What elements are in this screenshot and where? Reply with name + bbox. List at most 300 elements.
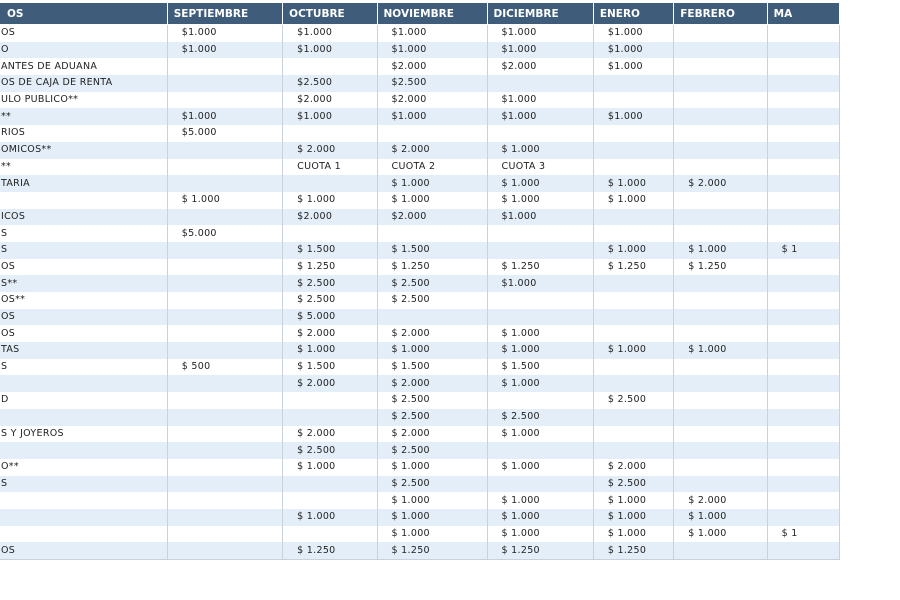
cell-octubre bbox=[283, 409, 377, 426]
cell-diciembre bbox=[487, 309, 593, 326]
cell-octubre: $ 1.000 bbox=[283, 509, 377, 526]
cell-category: O** bbox=[0, 459, 167, 476]
table-row bbox=[0, 359, 840, 376]
cell-marzo bbox=[767, 392, 839, 409]
cell-category: S bbox=[0, 225, 167, 242]
cell-octubre bbox=[283, 125, 377, 142]
cell-septiembre bbox=[167, 375, 282, 392]
cell-marzo bbox=[767, 42, 839, 59]
cell-octubre: $ 2.000 bbox=[283, 426, 377, 443]
table-row bbox=[0, 242, 840, 259]
cell-septiembre bbox=[167, 392, 282, 409]
cell-diciembre bbox=[487, 75, 593, 92]
table-row bbox=[0, 459, 840, 476]
cell-febrero bbox=[674, 108, 767, 125]
cell-diciembre: $1.000 bbox=[487, 25, 593, 42]
table-row bbox=[0, 442, 840, 459]
cell-diciembre: $ 1.000 bbox=[487, 342, 593, 359]
cell-febrero: $ 1.000 bbox=[674, 526, 767, 543]
cell-febrero bbox=[674, 58, 767, 75]
cell-noviembre: $ 2.000 bbox=[377, 142, 487, 159]
cell-marzo bbox=[767, 142, 839, 159]
cell-marzo bbox=[767, 542, 839, 559]
cell-octubre bbox=[283, 225, 377, 242]
cell-octubre bbox=[283, 392, 377, 409]
cell-noviembre: $ 2.500 bbox=[377, 292, 487, 309]
cell-enero: $1.000 bbox=[593, 25, 673, 42]
cell-febrero bbox=[674, 375, 767, 392]
cell-septiembre bbox=[167, 175, 282, 192]
cell-enero: $ 1.000 bbox=[593, 242, 673, 259]
fee-schedule-table bbox=[0, 2, 840, 560]
table-row bbox=[0, 25, 840, 42]
table-row bbox=[0, 92, 840, 109]
cell-febrero bbox=[674, 542, 767, 559]
cell-septiembre bbox=[167, 409, 282, 426]
cell-category: S bbox=[0, 242, 167, 259]
cell-marzo bbox=[767, 325, 839, 342]
cell-octubre bbox=[283, 526, 377, 543]
cell-category: OMICOS** bbox=[0, 142, 167, 159]
cell-diciembre bbox=[487, 392, 593, 409]
table-body bbox=[0, 25, 840, 560]
cell-diciembre: $ 1.250 bbox=[487, 259, 593, 276]
cell-noviembre: $ 2.500 bbox=[377, 275, 487, 292]
cell-noviembre: $2.000 bbox=[377, 209, 487, 226]
cell-diciembre: $ 1.000 bbox=[487, 192, 593, 209]
cell-diciembre bbox=[487, 476, 593, 493]
cell-category: ICOS bbox=[0, 209, 167, 226]
cell-category: OS** bbox=[0, 292, 167, 309]
cell-diciembre: $ 1.000 bbox=[487, 426, 593, 443]
cell-octubre: $ 1.000 bbox=[283, 342, 377, 359]
cell-septiembre bbox=[167, 426, 282, 443]
cell-diciembre: $ 1.250 bbox=[487, 542, 593, 559]
cell-octubre: $1.000 bbox=[283, 108, 377, 125]
cell-octubre: $ 1.000 bbox=[283, 459, 377, 476]
cell-diciembre: $ 1.000 bbox=[487, 526, 593, 543]
cell-febrero bbox=[674, 75, 767, 92]
cell-febrero bbox=[674, 142, 767, 159]
table-row bbox=[0, 125, 840, 142]
cell-noviembre: $ 2.000 bbox=[377, 375, 487, 392]
cell-septiembre bbox=[167, 526, 282, 543]
cell-enero: $1.000 bbox=[593, 108, 673, 125]
table-row bbox=[0, 526, 840, 543]
cell-enero bbox=[593, 375, 673, 392]
cell-enero: $ 1.000 bbox=[593, 175, 673, 192]
cell-category bbox=[0, 526, 167, 543]
cell-octubre: $ 2.000 bbox=[283, 325, 377, 342]
cell-octubre: $ 2.000 bbox=[283, 142, 377, 159]
cell-category bbox=[0, 409, 167, 426]
cell-septiembre bbox=[167, 325, 282, 342]
table-row bbox=[0, 476, 840, 493]
cell-septiembre bbox=[167, 75, 282, 92]
cell-marzo bbox=[767, 409, 839, 426]
header-cell-septiembre: SEPTIEMBRE bbox=[167, 3, 282, 25]
cell-noviembre: $ 1.000 bbox=[377, 459, 487, 476]
cell-septiembre: $1.000 bbox=[167, 108, 282, 125]
table-row bbox=[0, 542, 840, 559]
cell-septiembre bbox=[167, 542, 282, 559]
cell-septiembre bbox=[167, 275, 282, 292]
cell-category: OS bbox=[0, 309, 167, 326]
header-cell-noviembre: NOVIEMBRE bbox=[377, 3, 487, 25]
cell-marzo bbox=[767, 426, 839, 443]
cell-category: S** bbox=[0, 275, 167, 292]
table-row bbox=[0, 492, 840, 509]
cell-febrero bbox=[674, 392, 767, 409]
cell-octubre: $ 2.500 bbox=[283, 275, 377, 292]
cell-octubre bbox=[283, 476, 377, 493]
cell-enero: $1.000 bbox=[593, 42, 673, 59]
cell-febrero bbox=[674, 125, 767, 142]
cell-septiembre: $5.000 bbox=[167, 125, 282, 142]
cell-noviembre: $ 2.000 bbox=[377, 426, 487, 443]
cell-octubre bbox=[283, 175, 377, 192]
header-cell-octubre: OCTUBRE bbox=[283, 3, 377, 25]
cell-noviembre: $ 1.000 bbox=[377, 192, 487, 209]
table-row bbox=[0, 292, 840, 309]
cell-enero bbox=[593, 75, 673, 92]
cell-category bbox=[0, 492, 167, 509]
cell-marzo bbox=[767, 359, 839, 376]
cell-marzo bbox=[767, 342, 839, 359]
cell-noviembre: $ 2.500 bbox=[377, 442, 487, 459]
cell-diciembre: $ 1.000 bbox=[487, 142, 593, 159]
cell-category: OS bbox=[0, 542, 167, 559]
cell-marzo bbox=[767, 292, 839, 309]
cell-septiembre bbox=[167, 159, 282, 176]
cell-marzo bbox=[767, 375, 839, 392]
cell-octubre bbox=[283, 492, 377, 509]
cell-septiembre: $1.000 bbox=[167, 42, 282, 59]
cell-noviembre: $ 1.250 bbox=[377, 542, 487, 559]
cell-septiembre bbox=[167, 476, 282, 493]
cell-febrero bbox=[674, 409, 767, 426]
cell-diciembre: $ 1.000 bbox=[487, 325, 593, 342]
table-row bbox=[0, 392, 840, 409]
cell-marzo bbox=[767, 125, 839, 142]
cell-category: OS DE CAJA DE RENTA bbox=[0, 75, 167, 92]
cell-noviembre: $ 1.000 bbox=[377, 342, 487, 359]
cell-septiembre bbox=[167, 442, 282, 459]
cell-febrero bbox=[674, 325, 767, 342]
cell-febrero bbox=[674, 42, 767, 59]
table-row bbox=[0, 108, 840, 125]
cell-noviembre: $ 1.000 bbox=[377, 509, 487, 526]
table-row bbox=[0, 142, 840, 159]
cell-diciembre: $ 1.000 bbox=[487, 375, 593, 392]
cell-diciembre: $ 1.000 bbox=[487, 459, 593, 476]
cell-octubre: $ 5.000 bbox=[283, 309, 377, 326]
cell-marzo bbox=[767, 175, 839, 192]
cell-enero bbox=[593, 292, 673, 309]
cell-marzo: $ 1 bbox=[767, 526, 839, 543]
cell-enero: $ 1.000 bbox=[593, 492, 673, 509]
cell-diciembre: $ 1.000 bbox=[487, 509, 593, 526]
cell-septiembre bbox=[167, 58, 282, 75]
table-row bbox=[0, 42, 840, 59]
cell-enero bbox=[593, 309, 673, 326]
cell-febrero bbox=[674, 25, 767, 42]
cell-diciembre: CUOTA 3 bbox=[487, 159, 593, 176]
cell-septiembre bbox=[167, 492, 282, 509]
header-cell-marzo: MA bbox=[767, 3, 839, 25]
cell-category: O bbox=[0, 42, 167, 59]
cell-category bbox=[0, 442, 167, 459]
cell-marzo: $ 1 bbox=[767, 242, 839, 259]
cell-septiembre bbox=[167, 259, 282, 276]
cell-noviembre: CUOTA 2 bbox=[377, 159, 487, 176]
cell-diciembre: $1.000 bbox=[487, 275, 593, 292]
cell-noviembre: $ 1.000 bbox=[377, 526, 487, 543]
cell-diciembre bbox=[487, 225, 593, 242]
cell-marzo bbox=[767, 108, 839, 125]
cell-febrero: $ 1.250 bbox=[674, 259, 767, 276]
cell-octubre: $ 2.000 bbox=[283, 375, 377, 392]
header-cell-category: OS bbox=[0, 3, 167, 25]
table-row bbox=[0, 192, 840, 209]
cell-febrero bbox=[674, 442, 767, 459]
cell-febrero bbox=[674, 275, 767, 292]
cell-octubre: $ 1.500 bbox=[283, 242, 377, 259]
cell-noviembre: $2.000 bbox=[377, 58, 487, 75]
table-row bbox=[0, 259, 840, 276]
cell-enero bbox=[593, 92, 673, 109]
cell-septiembre: $1.000 bbox=[167, 25, 282, 42]
cell-category: TARIA bbox=[0, 175, 167, 192]
cell-category: S bbox=[0, 476, 167, 493]
table-row bbox=[0, 509, 840, 526]
table-row bbox=[0, 309, 840, 326]
table-row bbox=[0, 409, 840, 426]
cell-febrero: $ 1.000 bbox=[674, 242, 767, 259]
cell-enero: $ 2.500 bbox=[593, 476, 673, 493]
cell-septiembre bbox=[167, 459, 282, 476]
cell-enero bbox=[593, 442, 673, 459]
cell-noviembre: $1.000 bbox=[377, 42, 487, 59]
cell-septiembre bbox=[167, 142, 282, 159]
cell-febrero bbox=[674, 225, 767, 242]
cell-category: ANTES DE ADUANA bbox=[0, 58, 167, 75]
cell-marzo bbox=[767, 459, 839, 476]
cell-enero bbox=[593, 142, 673, 159]
cell-enero bbox=[593, 426, 673, 443]
cell-marzo bbox=[767, 192, 839, 209]
cell-diciembre: $ 1.500 bbox=[487, 359, 593, 376]
cell-septiembre bbox=[167, 309, 282, 326]
cell-enero bbox=[593, 125, 673, 142]
cell-marzo bbox=[767, 225, 839, 242]
cell-octubre: $ 1.250 bbox=[283, 542, 377, 559]
cell-marzo bbox=[767, 75, 839, 92]
cell-octubre: $ 1.000 bbox=[283, 192, 377, 209]
cell-octubre: $2.000 bbox=[283, 209, 377, 226]
cell-marzo bbox=[767, 275, 839, 292]
cell-diciembre bbox=[487, 125, 593, 142]
cell-noviembre bbox=[377, 125, 487, 142]
table-header bbox=[0, 3, 840, 25]
cell-category bbox=[0, 375, 167, 392]
cell-noviembre: $2.000 bbox=[377, 92, 487, 109]
cell-marzo bbox=[767, 159, 839, 176]
cell-noviembre: $ 1.500 bbox=[377, 359, 487, 376]
cell-enero: $ 2.000 bbox=[593, 459, 673, 476]
table-row bbox=[0, 325, 840, 342]
cell-noviembre bbox=[377, 225, 487, 242]
cell-enero bbox=[593, 359, 673, 376]
cell-enero bbox=[593, 409, 673, 426]
cell-enero: $ 2.500 bbox=[593, 392, 673, 409]
cell-diciembre bbox=[487, 242, 593, 259]
cell-septiembre: $5.000 bbox=[167, 225, 282, 242]
cell-enero: $ 1.250 bbox=[593, 542, 673, 559]
cell-category: ** bbox=[0, 108, 167, 125]
cell-marzo bbox=[767, 509, 839, 526]
cell-febrero: $ 1.000 bbox=[674, 509, 767, 526]
cell-enero bbox=[593, 225, 673, 242]
cell-noviembre: $ 2.500 bbox=[377, 476, 487, 493]
cell-enero: $ 1.000 bbox=[593, 192, 673, 209]
table-row bbox=[0, 426, 840, 443]
cell-diciembre: $1.000 bbox=[487, 209, 593, 226]
cell-enero bbox=[593, 209, 673, 226]
cell-febrero bbox=[674, 159, 767, 176]
cell-febrero: $ 2.000 bbox=[674, 492, 767, 509]
cell-marzo bbox=[767, 442, 839, 459]
cell-septiembre bbox=[167, 92, 282, 109]
cell-febrero bbox=[674, 192, 767, 209]
table-row bbox=[0, 342, 840, 359]
cell-septiembre bbox=[167, 292, 282, 309]
cell-diciembre: $1.000 bbox=[487, 108, 593, 125]
cell-febrero bbox=[674, 459, 767, 476]
cell-diciembre: $ 2.500 bbox=[487, 409, 593, 426]
cell-noviembre: $ 2.000 bbox=[377, 325, 487, 342]
cell-septiembre: $ 500 bbox=[167, 359, 282, 376]
cell-febrero bbox=[674, 359, 767, 376]
cell-septiembre bbox=[167, 342, 282, 359]
cell-enero: $ 1.000 bbox=[593, 342, 673, 359]
cell-noviembre: $2.500 bbox=[377, 75, 487, 92]
cell-septiembre bbox=[167, 509, 282, 526]
cell-febrero bbox=[674, 292, 767, 309]
cell-octubre: $1.000 bbox=[283, 25, 377, 42]
cell-noviembre: $ 1.000 bbox=[377, 175, 487, 192]
cell-septiembre bbox=[167, 209, 282, 226]
cell-enero bbox=[593, 275, 673, 292]
cell-octubre: $1.000 bbox=[283, 42, 377, 59]
cell-category: ** bbox=[0, 159, 167, 176]
cell-marzo bbox=[767, 25, 839, 42]
cell-noviembre: $ 1.000 bbox=[377, 492, 487, 509]
cell-octubre: CUOTA 1 bbox=[283, 159, 377, 176]
cell-noviembre: $ 1.500 bbox=[377, 242, 487, 259]
table-row bbox=[0, 225, 840, 242]
cell-category bbox=[0, 509, 167, 526]
cell-enero bbox=[593, 325, 673, 342]
cell-enero bbox=[593, 159, 673, 176]
cell-marzo bbox=[767, 476, 839, 493]
cell-febrero bbox=[674, 476, 767, 493]
table-row bbox=[0, 58, 840, 75]
cell-febrero: $ 1.000 bbox=[674, 342, 767, 359]
cell-enero: $ 1.250 bbox=[593, 259, 673, 276]
header-cell-enero: ENERO bbox=[593, 3, 673, 25]
cell-febrero bbox=[674, 426, 767, 443]
table-row bbox=[0, 175, 840, 192]
cell-marzo bbox=[767, 209, 839, 226]
cell-diciembre: $2.000 bbox=[487, 58, 593, 75]
cell-febrero bbox=[674, 209, 767, 226]
cell-noviembre: $ 2.500 bbox=[377, 409, 487, 426]
table-row bbox=[0, 75, 840, 92]
cell-noviembre: $1.000 bbox=[377, 25, 487, 42]
cell-octubre bbox=[283, 58, 377, 75]
cell-category: ULO PUBLICO** bbox=[0, 92, 167, 109]
cell-category: D bbox=[0, 392, 167, 409]
cell-enero: $ 1.000 bbox=[593, 509, 673, 526]
cell-category: OS bbox=[0, 259, 167, 276]
cell-marzo bbox=[767, 58, 839, 75]
cell-septiembre bbox=[167, 242, 282, 259]
table-row bbox=[0, 375, 840, 392]
cell-diciembre bbox=[487, 442, 593, 459]
cell-category: OS bbox=[0, 325, 167, 342]
cell-category: OS bbox=[0, 25, 167, 42]
cell-diciembre: $ 1.000 bbox=[487, 492, 593, 509]
cell-noviembre: $ 1.250 bbox=[377, 259, 487, 276]
table-row bbox=[0, 209, 840, 226]
cell-octubre: $ 2.500 bbox=[283, 292, 377, 309]
cell-category: RIOS bbox=[0, 125, 167, 142]
cell-diciembre bbox=[487, 292, 593, 309]
table-row bbox=[0, 275, 840, 292]
cell-marzo bbox=[767, 309, 839, 326]
cell-febrero bbox=[674, 92, 767, 109]
cell-category bbox=[0, 192, 167, 209]
cell-octubre: $ 1.250 bbox=[283, 259, 377, 276]
cell-febrero bbox=[674, 309, 767, 326]
table-row bbox=[0, 159, 840, 176]
cell-septiembre: $ 1.000 bbox=[167, 192, 282, 209]
cell-marzo bbox=[767, 492, 839, 509]
header-row bbox=[0, 3, 840, 25]
cell-diciembre: $ 1.000 bbox=[487, 175, 593, 192]
cell-octubre: $2.000 bbox=[283, 92, 377, 109]
cell-marzo bbox=[767, 92, 839, 109]
cell-noviembre: $ 2.500 bbox=[377, 392, 487, 409]
header-cell-diciembre: DICIEMBRE bbox=[487, 3, 593, 25]
cell-octubre: $2.500 bbox=[283, 75, 377, 92]
cell-enero: $ 1.000 bbox=[593, 526, 673, 543]
cell-febrero: $ 2.000 bbox=[674, 175, 767, 192]
cell-marzo bbox=[767, 259, 839, 276]
cell-octubre: $ 2.500 bbox=[283, 442, 377, 459]
cell-noviembre bbox=[377, 309, 487, 326]
cell-octubre: $ 1.500 bbox=[283, 359, 377, 376]
cell-category: TAS bbox=[0, 342, 167, 359]
cell-category: S Y JOYEROS bbox=[0, 426, 167, 443]
header-cell-febrero: FEBRERO bbox=[674, 3, 767, 25]
cell-diciembre: $1.000 bbox=[487, 42, 593, 59]
cell-category: S bbox=[0, 359, 167, 376]
cell-enero: $1.000 bbox=[593, 58, 673, 75]
cell-diciembre: $1.000 bbox=[487, 92, 593, 109]
cell-noviembre: $1.000 bbox=[377, 108, 487, 125]
